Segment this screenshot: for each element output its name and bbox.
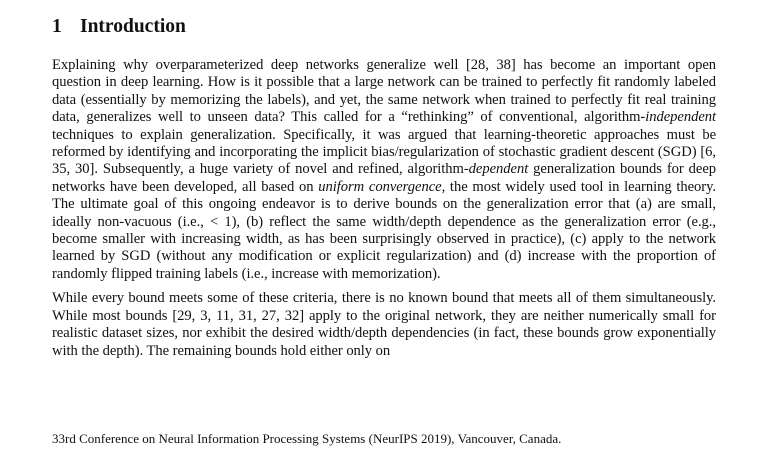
paragraph-1 [52, 57, 716, 283]
emphasis-text: independent [645, 109, 716, 126]
paragraph-text: Explaining why overparameterized deep networks generalize well [28, 38] has become an important open question in deep learning. How is it possible that a large network can be trained to perfectly fit randomly labeled data (essentially by memorizing the labels), and yet, the same network when trained to perfectly fit real training data, generalizes well to unseen data? This called for a “rethinking” of conventional, algorithm- [52, 57, 716, 126]
paragraph-text: , the most widely used tool in learning theory. The ultimate goal of this ongoing endeavor is to derive bounds on the generalization error that (a) are small, ideally non-vacuous (i.e., < 1), (b) reflect the same width/depth dependence as the generalization error (e.g., become smaller with increasing width, as has been surprisingly observed in practice), (c) apply to the network learned by SGD (without any modification or explicit regularization) and (d) increase with the proportion of randomly flipped training labels (i.e., increase with memorization). [52, 178, 717, 282]
section-heading [52, 14, 716, 40]
paper-page [52, 14, 716, 367]
emphasis-text: uniform convergence [318, 178, 442, 195]
emphasis-text: dependent [468, 161, 529, 178]
paragraph-text: While every bound meets some of these criteria, there is no known bound that meets all of them simultaneously. While most bounds [29, 3, 11, 31, 27, 32] apply to the original network, they are neither numerically small for realistic dataset sizes, nor exhibit the desired width/depth dependencies (in fact, these bounds grow exponentially with the depth). The remaining bounds hold either only on [52, 290, 716, 359]
paragraph-text: techniques to explain generalization. Specifically, it was argued that learning-theoretic approaches must be reformed by identifying and incorporating the implicit bias/regularization of stochastic gradient descent (SGD) [6, 35, 30]. Subsequently, a huge variety of novel and refined, algorithm- [52, 126, 716, 178]
conference-footnote: 33rd Conference on Neural Information Processing Systems (NeurIPS 2019), Vancouver, Canada. [52, 431, 562, 446]
paragraph-2 [52, 290, 716, 360]
section-title: Introduction [80, 16, 186, 37]
section-number: 1 [52, 16, 62, 37]
paragraph-text: generalization bounds for deep networks have been developed, all based on [52, 161, 716, 195]
